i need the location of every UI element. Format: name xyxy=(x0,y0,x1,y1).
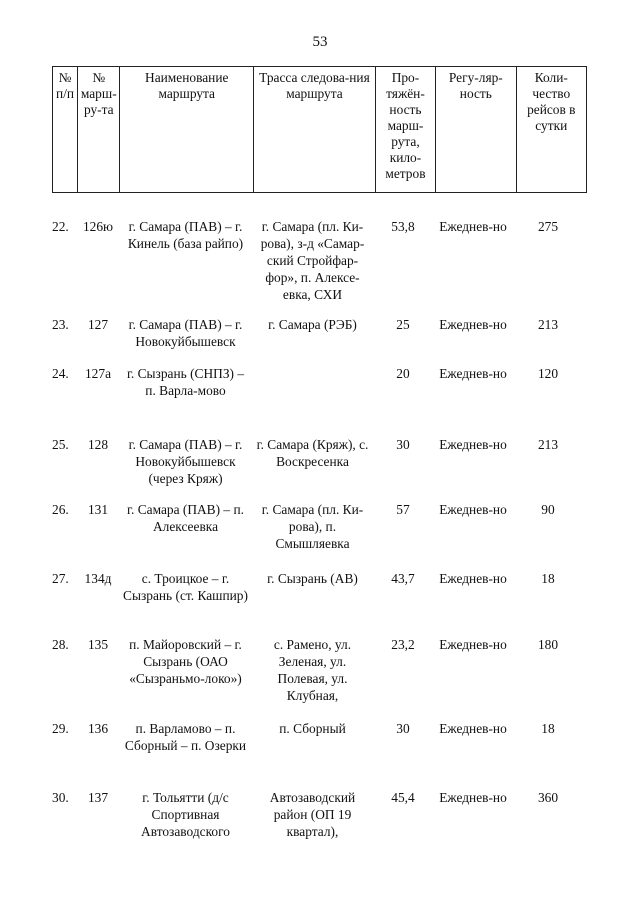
route-trips: 90 xyxy=(541,502,555,517)
row-number: 27. xyxy=(52,571,69,586)
route-length: 43,7 xyxy=(391,571,415,586)
route-trips: 213 xyxy=(537,317,559,332)
route-name: г. Самара (ПАВ) – г. Новокуйбышевск (через Кряж) xyxy=(128,437,243,486)
header-route-number: № марш-ру-та xyxy=(78,67,120,193)
route-path: п. Сборный xyxy=(279,721,346,736)
route-number: 127 xyxy=(87,317,109,332)
route-name: с. Троицкое – г. Сызрань (ст. Кашпир) xyxy=(123,571,248,603)
route-regularity: Ежеднев-но xyxy=(439,437,507,452)
route-name: г. Самара (ПАВ) – п. Алексеевка xyxy=(127,502,244,534)
row-number: 29. xyxy=(52,721,69,736)
row-number: 24. xyxy=(52,366,69,381)
table-row xyxy=(52,636,587,720)
route-name: г. Тольятти (д/с Спортивная Автозаводского xyxy=(141,790,230,839)
table-row xyxy=(52,218,587,316)
route-path: с. Рамено, ул. Зеленая, ул. Полевая, ул. Клубная, xyxy=(273,637,352,703)
route-trips: 120 xyxy=(537,366,559,381)
route-length: 30 xyxy=(396,437,410,452)
table-row xyxy=(52,720,587,789)
row-number: 30. xyxy=(52,790,69,805)
route-length: 23,2 xyxy=(391,637,415,652)
table-row xyxy=(52,570,587,636)
route-trips: 360 xyxy=(537,790,559,805)
route-number: 128 xyxy=(87,437,109,452)
row-number: 26. xyxy=(52,502,69,517)
route-number: 131 xyxy=(87,502,109,517)
row-number: 23. xyxy=(52,317,69,332)
route-number: 127а xyxy=(84,366,112,381)
route-regularity: Ежеднев-но xyxy=(439,366,507,381)
route-name: п. Варламово – п. Сборный – п. Озерки xyxy=(124,721,247,753)
route-trips: 275 xyxy=(537,219,559,234)
table-row xyxy=(52,365,587,436)
route-path: г. Самара (пл. Ки-рова), з-д «Самар-ский Стройфар-фор», п. Алексе-евка, СХИ xyxy=(260,219,365,302)
row-number: 28. xyxy=(52,637,69,652)
route-name: г. Самара (ПАВ) – г. Кинель (база райпо) xyxy=(127,219,244,251)
route-length: 25 xyxy=(396,317,410,332)
route-length: 30 xyxy=(396,721,410,736)
route-number: 126ю xyxy=(82,219,114,234)
header-route-name: Наименование маршрута xyxy=(120,67,254,193)
route-path: г. Самара (Кряж), с. Воскресенка xyxy=(256,437,369,469)
header-regularity: Регу-ляр-ность xyxy=(436,67,516,193)
route-trips: 18 xyxy=(541,721,555,736)
header-trips: Коли-чество рейсов в сутки xyxy=(516,67,586,193)
route-path: г. Самара (РЭБ) xyxy=(268,317,357,332)
route-regularity: Ежеднев-но xyxy=(439,721,507,736)
table-row xyxy=(52,789,587,849)
header-number: № п/п xyxy=(53,67,78,193)
table-header xyxy=(52,66,587,193)
route-regularity: Ежеднев-но xyxy=(439,317,507,332)
route-path: г. Сызрань (АВ) xyxy=(267,571,358,586)
row-number: 22. xyxy=(52,219,69,234)
route-trips: 213 xyxy=(537,437,559,452)
route-regularity: Ежеднев-но xyxy=(439,502,507,517)
route-path: г. Самара (пл. Ки-рова), п. Смышляевка xyxy=(261,502,364,551)
table-row xyxy=(52,436,587,501)
route-length: 53,8 xyxy=(391,219,415,234)
route-name: г. Самара (ПАВ) – г. Новокуйбышевск xyxy=(128,317,243,349)
route-regularity: Ежеднев-но xyxy=(439,571,507,586)
header-length: Про-тяжён-ность марш-рута, кило-метров xyxy=(375,67,435,193)
route-regularity: Ежеднев-но xyxy=(439,790,507,805)
row-number: 25. xyxy=(52,437,69,452)
table-body xyxy=(52,218,587,849)
route-number: 134д xyxy=(84,571,112,586)
route-length: 57 xyxy=(396,502,410,517)
table-row xyxy=(52,316,587,365)
route-regularity: Ежеднев-но xyxy=(439,219,507,234)
route-name: г. Сызрань (СНПЗ) – п. Варла-мово xyxy=(126,366,245,398)
route-length: 45,4 xyxy=(391,790,415,805)
route-number: 136 xyxy=(87,721,109,736)
route-number: 135 xyxy=(87,637,109,652)
route-path xyxy=(252,365,373,436)
route-trips: 18 xyxy=(541,571,555,586)
route-number: 137 xyxy=(87,790,109,805)
route-path: Автозаводский район (ОП 19 квартал), xyxy=(269,790,356,839)
table-row xyxy=(52,501,587,570)
header-route-path: Трасса следова-ния маршрута xyxy=(254,67,376,193)
route-trips: 180 xyxy=(537,637,559,652)
route-name: п. Майоровский – г. Сызрань (ОАО «Сызраньмо-локо») xyxy=(129,637,242,686)
page-number: 53 xyxy=(312,34,328,50)
route-regularity: Ежеднев-но xyxy=(439,637,507,652)
route-length: 20 xyxy=(396,366,410,381)
